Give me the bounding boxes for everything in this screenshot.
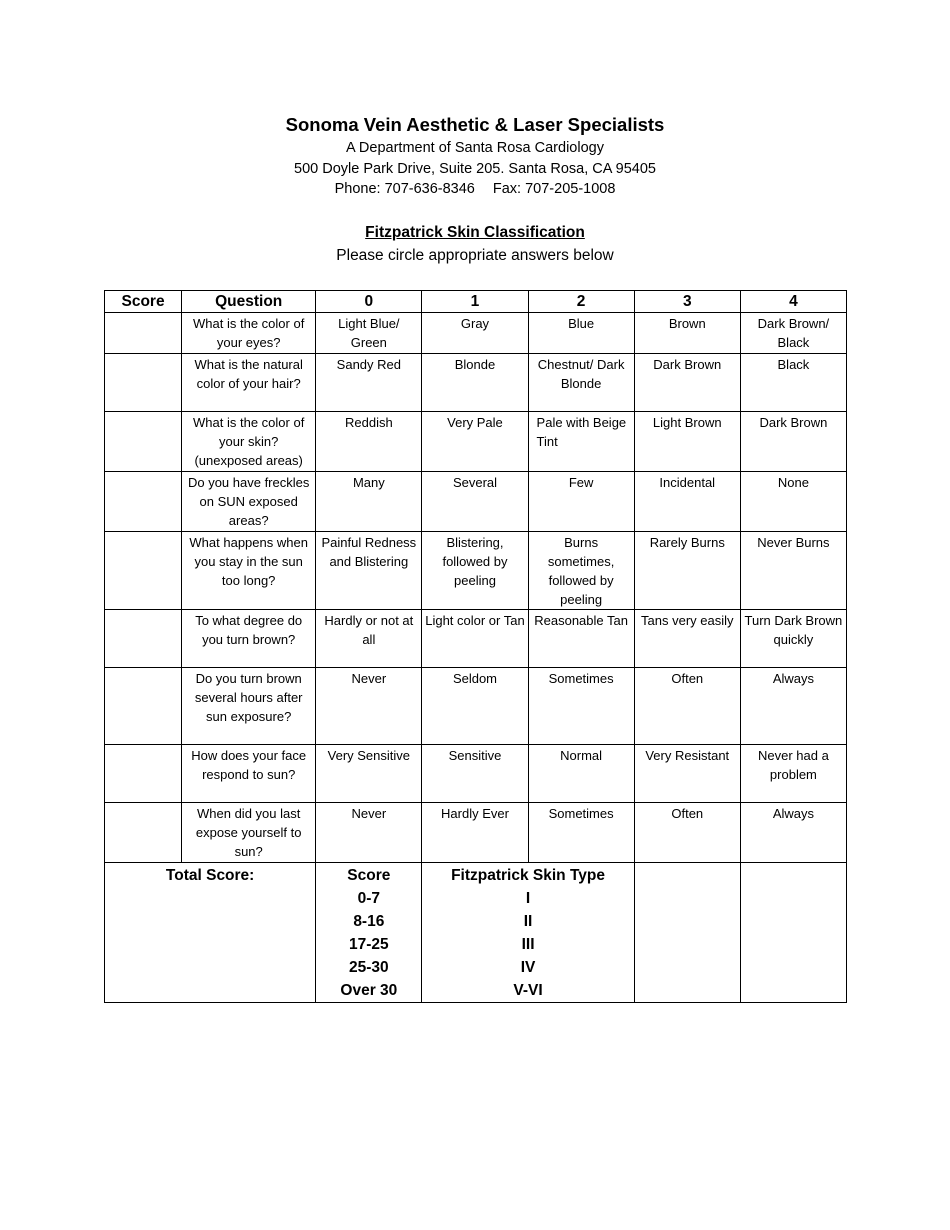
answer-option[interactable]: Turn Dark Brown quickly bbox=[740, 610, 846, 668]
total-score-row bbox=[105, 863, 847, 1003]
answer-option[interactable]: Blue bbox=[528, 313, 634, 354]
score-cell[interactable] bbox=[105, 472, 182, 532]
answer-option[interactable]: Rarely Burns bbox=[634, 532, 740, 610]
fax: Fax: 707-205-1008 bbox=[492, 181, 616, 197]
address: 500 Doyle Park Drive, Suite 205. Santa Rosa, CA 95405 bbox=[294, 160, 656, 177]
answer-option[interactable]: Light color or Tan bbox=[422, 610, 528, 668]
answer-option[interactable]: Brown bbox=[634, 313, 740, 354]
answer-option[interactable]: Blonde bbox=[422, 354, 528, 412]
table-row bbox=[105, 472, 847, 532]
answer-option[interactable]: Few bbox=[528, 472, 634, 532]
answer-option[interactable]: Many bbox=[316, 472, 422, 532]
skin-type: IV bbox=[520, 959, 536, 976]
answer-option[interactable]: None bbox=[740, 472, 846, 532]
skin-type: III bbox=[521, 936, 535, 953]
score-range: 25-30 bbox=[349, 959, 389, 976]
answer-option[interactable]: Very Sensitive bbox=[316, 745, 422, 803]
answer-option[interactable]: Reasonable Tan bbox=[528, 610, 634, 668]
answer-option[interactable]: Pale with Beige Tint bbox=[528, 412, 634, 472]
score-range-column bbox=[316, 863, 422, 1003]
department: A Department of Santa Rosa Cardiology bbox=[346, 140, 604, 156]
answer-option[interactable]: Never bbox=[316, 668, 422, 745]
answer-option[interactable]: Always bbox=[740, 668, 846, 745]
form-instructions: Please circle appropriate answers below bbox=[336, 247, 614, 264]
answer-option[interactable]: Light Blue/ Green bbox=[316, 313, 422, 354]
question-cell: What is the color of your eyes? bbox=[182, 313, 316, 354]
answer-option[interactable]: Hardly Ever bbox=[422, 803, 528, 863]
col-header-2: 2 bbox=[528, 291, 634, 313]
org-name: Sonoma Vein Aesthetic & Laser Specialists bbox=[285, 114, 665, 135]
score-header: Score bbox=[347, 867, 391, 884]
table-row bbox=[105, 532, 847, 610]
answer-option[interactable]: Never Burns bbox=[740, 532, 846, 610]
score-cell[interactable] bbox=[105, 803, 182, 863]
answer-option[interactable]: Hardly or not at all bbox=[316, 610, 422, 668]
answer-option[interactable]: Sometimes bbox=[528, 803, 634, 863]
table-row bbox=[105, 668, 847, 745]
score-range: 0-7 bbox=[357, 890, 381, 907]
phone: Phone: 707-636-8346 bbox=[334, 181, 475, 197]
question-cell: To what degree do you turn brown? bbox=[182, 610, 316, 668]
answer-option[interactable]: Incidental bbox=[634, 472, 740, 532]
answer-option[interactable]: Sensitive bbox=[422, 745, 528, 803]
answer-option[interactable]: Often bbox=[634, 668, 740, 745]
table-row bbox=[105, 610, 847, 668]
question-cell: When did you last expose yourself to sun? bbox=[182, 803, 316, 863]
table-row bbox=[105, 745, 847, 803]
answer-option[interactable]: Dark Brown bbox=[634, 354, 740, 412]
answer-option[interactable]: Seldom bbox=[422, 668, 528, 745]
answer-option[interactable]: Light Brown bbox=[634, 412, 740, 472]
question-cell: What is the color of your skin? (unexposed areas) bbox=[182, 412, 316, 472]
skin-type: II bbox=[523, 913, 533, 930]
score-range: Over 30 bbox=[340, 982, 398, 999]
question-cell: Do you have freckles on SUN exposed areas? bbox=[182, 472, 316, 532]
answer-option[interactable]: Chestnut/ Dark Blonde bbox=[528, 354, 634, 412]
letterhead bbox=[0, 112, 950, 200]
contact-line bbox=[0, 179, 950, 200]
answer-option[interactable]: Never had a problem bbox=[740, 745, 846, 803]
answer-option[interactable]: Sometimes bbox=[528, 668, 634, 745]
table-row bbox=[105, 354, 847, 412]
table-row bbox=[105, 313, 847, 354]
skin-classification-table bbox=[104, 290, 847, 1003]
total-score-label[interactable]: Total Score: bbox=[105, 863, 316, 1003]
answer-option[interactable]: Sandy Red bbox=[316, 354, 422, 412]
score-cell[interactable] bbox=[105, 412, 182, 472]
empty-cell bbox=[634, 863, 740, 1003]
question-cell: How does your face respond to sun? bbox=[182, 745, 316, 803]
score-range: 8-16 bbox=[353, 913, 385, 930]
score-cell[interactable] bbox=[105, 745, 182, 803]
score-cell[interactable] bbox=[105, 354, 182, 412]
question-cell: Do you turn brown several hours after sun exposure? bbox=[182, 668, 316, 745]
skin-type: V-VI bbox=[513, 982, 543, 999]
answer-option[interactable]: Reddish bbox=[316, 412, 422, 472]
header-row bbox=[105, 291, 847, 313]
skin-type: I bbox=[525, 890, 531, 907]
score-cell[interactable] bbox=[105, 668, 182, 745]
question-cell: What is the natural color of your hair? bbox=[182, 354, 316, 412]
answer-option[interactable]: Often bbox=[634, 803, 740, 863]
answer-option[interactable]: Tans very easily bbox=[634, 610, 740, 668]
table-row bbox=[105, 803, 847, 863]
skin-type-column bbox=[422, 863, 634, 1003]
answer-option[interactable]: Dark Brown bbox=[740, 412, 846, 472]
table-row bbox=[105, 412, 847, 472]
answer-option[interactable]: Several bbox=[422, 472, 528, 532]
score-range: 17-25 bbox=[349, 936, 389, 953]
form-title: Fitzpatrick Skin Classification bbox=[365, 224, 585, 241]
answer-option[interactable]: Dark Brown/ Black bbox=[740, 313, 846, 354]
skin-type-header: Fitzpatrick Skin Type bbox=[451, 867, 605, 884]
score-cell[interactable] bbox=[105, 610, 182, 668]
col-header-3: 3 bbox=[634, 291, 740, 313]
col-header-question: Question bbox=[182, 291, 316, 313]
score-cell[interactable] bbox=[105, 313, 182, 354]
answer-option[interactable]: Burns sometimes, followed by peeling bbox=[528, 532, 634, 610]
answer-option[interactable]: Normal bbox=[528, 745, 634, 803]
question-cell: What happens when you stay in the sun too long? bbox=[182, 532, 316, 610]
answer-option[interactable]: Very Resistant bbox=[634, 745, 740, 803]
col-header-score: Score bbox=[105, 291, 182, 313]
col-header-0: 0 bbox=[316, 291, 422, 313]
col-header-1: 1 bbox=[422, 291, 528, 313]
answer-option[interactable]: Painful Redness and Blistering bbox=[316, 532, 422, 610]
answer-option[interactable]: Blistering, followed by peeling bbox=[422, 532, 528, 610]
answer-option[interactable]: Gray bbox=[422, 313, 528, 354]
answer-option[interactable]: Very Pale bbox=[422, 412, 528, 472]
col-header-4: 4 bbox=[740, 291, 846, 313]
answer-option[interactable]: Never bbox=[316, 803, 422, 863]
empty-cell bbox=[740, 863, 846, 1003]
answer-option[interactable]: Black bbox=[740, 354, 846, 412]
answer-option[interactable]: Always bbox=[740, 803, 846, 863]
score-cell[interactable] bbox=[105, 532, 182, 610]
